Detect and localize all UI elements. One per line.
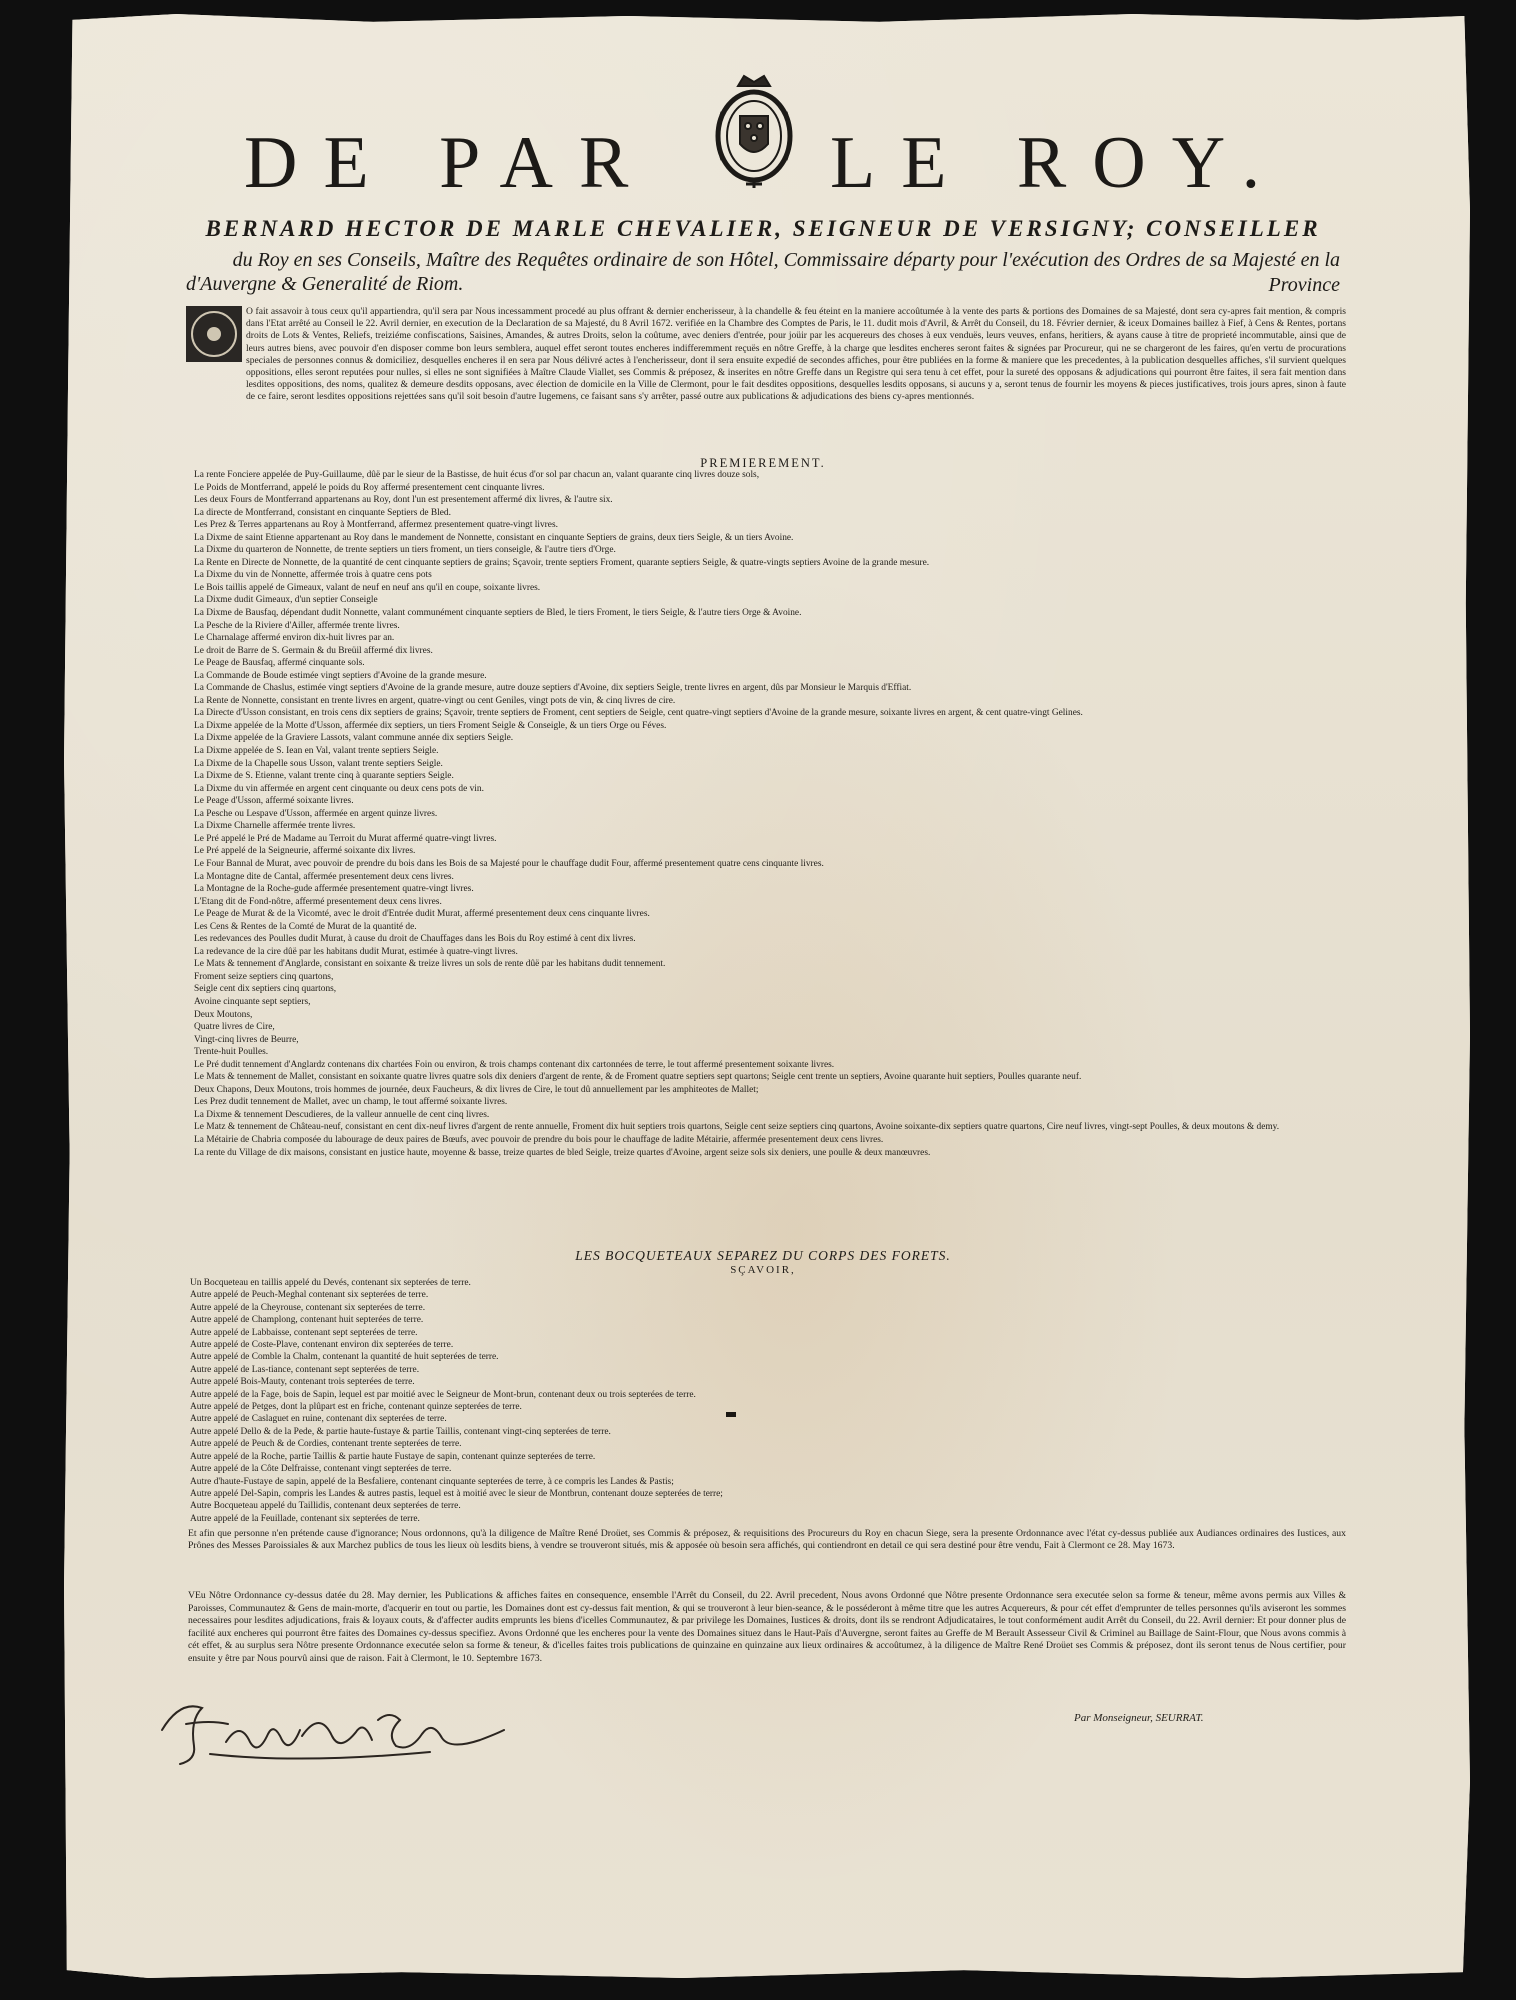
section-premierement-heading: PREMIEREMENT.: [700, 456, 826, 470]
list-item: Le Charnalage affermé environ dix-huit livres par an.: [194, 633, 395, 644]
list-item: La Dixme dudit Gimeaux, d'un septier Conseigle: [194, 595, 378, 606]
list-item: Le Peage de Bausfaq, affermé cinquante sols.: [194, 658, 365, 669]
list-item: Le Mats & tennement de Mallet, consistant en soixante quatre livres quatre sols dix deniers d'argent de rente, & de Froment quatre septiers sept quartons; Seigle cent trente un septiers, Avoine quarante huit septiers, Poulles quarante neuf.: [194, 1072, 1082, 1083]
preamble-paragraph: O fait assavoir à tous ceux qu'il appartiendra, qu'il sera par Nous incessamment procedé au plus offrant & dernier encherisseur, à la chandelle & feu éteint en la maniere accoûtumée à la vente des parts & portions des Domaines de sa Majesté, dont sera cy-apres fait mention, & compris dans l'Etat arrêté au Conseil le 22. Avril dernier, en execution de la Declaration de sa Majesté, du 8 Avril 1672. verifiée en la Chambre des Comptes de Paris, le 11. dudit mois d'Avril, & Arrêt du Conseil, du 18. Février dernier, & iceux Domaines baillez à Fief, à Cens & Rentes, portans droits de Lots & Ventes, Reliefs, treiziéme confiscations, Saisines, Amandes, & autres Droits, selon la coûtume, avec deniers d'entrée, pour joüir par les acquereurs des choses à eux venduës, leurs veuves, enfans, heritiers, & ayans cause à titre de proprieté incommutable, ainsi que de leurs autres biens, avec pouvoir d'en disposer comme bon leurs semblera, auquel effet seront toutes encheres indifferemment reçuës en nôtre Greffe, à la charge que lesdites encheres seront faites & signées par Procureur, qui ne se chargeront de les faires, qu'en vertu de procurations speciales de personnes connus & domiciliez, desquelles encheres il en sera par Nous délivré actes à l'encherisseur, dont il sera ensuite expedié de secondes affiches, pour être publiées en la forme & maniere que les precedentes, à la publication desquelles affiches, s'il survient quelques oppositions, elles seront reputées pour nulles, si elles ne sont signifiées à Maître Claude Viallet, ses Commis & préposez, & inserites en nôtre Greffe dans un Registre qui sera tenu à cet effet, pour la sureté des opposans & adjudications qui pourront être faites, il sera fait mention dans lesdites oppositions, des noms, qualitez & demeure desdits opposans, avec élection de domicile en la Ville de Clermont, pour le fait desdites oppositions, desquelles lesdits opposans, si aucuns y a, seront tenus de fournir les moyens & pieces justificatives, trois jours apres, sinon à faute de ce faire, seront lesdites oppositions rejettées sans qu'il soit besoin d'autre Iugemens, ce faisant sans s'y arrêter, passé outre aux publications & adjudications des biens cy-apres mentionnés.: [246, 306, 1346, 403]
list-item: Le Bois taillis appelé de Gimeaux, valant de neuf en neuf ans qu'il en coupe, soixante livres.: [194, 582, 541, 593]
list-item: Deux Chapons, Deux Moutons, trois hommes de journée, deux Faucheurs, & dix livres de Cire, le tout dû annuellement par les amphiteotes de Mallet;: [194, 1084, 759, 1095]
list-item: Autre appelé de Labbaisse, contenant sept septerées de terre.: [190, 1327, 418, 1338]
list-item: Autre appelé Del-Sapin, compris les Landes & autres pastis, lequel est à moitié avec le sieur de Montbrun, contenant douze septerées de terre;: [190, 1488, 723, 1499]
list-item: Le Poids de Montferrand, appelé le poids du Roy affermé presentement cent cinquante livres.: [194, 482, 545, 493]
list-item: La Dixme du vin de Nonnette, affermée trois à quatre cens pots: [194, 570, 432, 581]
countersignature: Par Monseigneur, SEURRAT.: [1074, 1712, 1204, 1724]
list-item: Les deux Fours de Montferrand appartenans au Roy, dont l'un est presentement affermé dix livres, & l'autre six.: [194, 495, 613, 506]
list-item: Autre appelé de Comble la Chalm, contenant la quantité de huit septerées de terre.: [190, 1352, 499, 1363]
list-item: La Dixme de Bausfaq, dépendant dudit Nonnette, valant communément cinquante septiers de Bled, le tiers Froment, le tiers Seigle, & l'autre tiers Orge & Avoine.: [194, 608, 802, 619]
list-item: Autre appelé de la Feuillade, contenant six septerées de terre.: [190, 1513, 420, 1524]
list-item: Un Bocqueteau en taillis appelé du Devés, contenant six septerées de terre.: [190, 1278, 471, 1288]
list-item: La Dixme de la Chapelle sous Usson, valant trente septiers Seigle.: [194, 758, 443, 769]
list-item: Autre appelé de Petges, dont la plûpart est en friche, contenant quinze septerées de terre.: [190, 1402, 522, 1413]
title-de-par: DE PAR: [244, 122, 655, 204]
list-item: Le Mats & tennement d'Anglarde, consistant en soixante & treize livres un sols de rente dûë par les habitans dudit tennement.: [194, 959, 666, 970]
list-item: Autre appelé de Peuch-Meghal contenant six septerées de terre.: [190, 1290, 429, 1301]
ordinance-paragraph: Et afin que personne n'en prétende cause d'ignorance; Nous ordonnons, qu'à la diligence de Maître René Droüet, ses Commis & préposez, & requisitions des Procureurs du Roy en chacun Siege, sera la presente Ordonnance avec l'état cy-dessus publiée aux Audiances ordinaires des Iustices, aux Prônes des Messes Paroissiales & aux Marchez publics de tous les lieux où lesdits biens, à vendre se trouveront situés, mis & apposée où besoin sera affichés, qui contiendront en detail ce qui sera destiné pour être vendu, Fait à Clermont ce 28. May 1673.: [188, 1528, 1346, 1552]
list-item: L'Etang dit de Fond-nôtre, affermé presentement deux cens livres.: [194, 896, 442, 907]
list-item: La Montagne de la Roche-gude affermée presentement quatre-vingt livres.: [194, 884, 474, 895]
list-item: Le Pré appelé de la Seigneurie, affermé soixante dix livres.: [194, 846, 416, 857]
list-item: La Directe d'Usson consistant, en trois cens dix septiers de grains; Sçavoir, trente septiers de Froment, cent septiers de Seigle, cent quatre-vingt septiers d'Avoine de la grande mesure, soixante livres en argent, & cent quatre-vingt Gelines.: [194, 708, 1083, 719]
list-item: La Commande de Boude estimée vingt septiers d'Avoine de la grande mesure.: [194, 670, 487, 681]
list-item: La Dixme de S. Etienne, valant trente cinq à quarante septiers Seigle.: [194, 771, 454, 782]
handwritten-signature: [150, 1690, 510, 1770]
list-item: Quatre livres de Cire,: [194, 1022, 275, 1033]
list-item: La rente Fonciere appelée de Puy-Guillaume, dûë par le sieur de la Bastisse, de huit écus d'or sol par chacun an, valant quarante cinq livres douze sols,: [194, 470, 760, 480]
list-item: La Pesche ou Lespave d'Usson, affermée en argent quinze livres.: [194, 808, 438, 819]
list-item: Le Matz & tennement de Château-neuf, consistant en cent dix-neuf livres d'argent de rente annuelle, Froment dix huit septiers trois quartons, Seigle cent seize septiers cinq quartons, Avoine soixante-dix septiers quatre quartons, Cire neuf livres, vingt-sept Poulles, & deux moutons & demy.: [194, 1122, 1280, 1133]
list-item: La Dixme appelée de la Graviere Lassots, valant commune année dix septiers Seigle.: [194, 733, 514, 744]
list-item: Le Pré appelé le Pré de Madame au Terroit du Murat affermé quatre-vingt livres.: [194, 833, 497, 844]
ornamental-dropcap-icon: [186, 306, 242, 362]
list-item: Les Cens & Rentes de la Comté de Murat de la quantité de.: [194, 921, 417, 932]
list-item: La Montagne dite de Cantal, affermée presentement deux cens livres.: [194, 871, 454, 882]
section-bocqueteaux-heading: LES BOCQUETEAUX SEPAREZ DU CORPS DES FORETS.: [575, 1248, 951, 1263]
list-item: La Dixme & tennement Descudieres, de la valleur annuelle de cent cinq livres.: [194, 1109, 490, 1120]
list-item: Froment seize septiers cinq quartons,: [194, 971, 334, 982]
list-item: La Dixme de saint Etienne appartenant au Roy dans le mandement de Nonnette, consistant en cinquante Septiers de grains, deux tiers Seigle, & un tiers Avoine.: [194, 532, 794, 543]
list-item: Autre appelé Bois-Mauty, contenant trois septerées de terre.: [190, 1377, 415, 1388]
ink-blot: [726, 1412, 736, 1417]
title-le-roy: LE ROY.: [830, 122, 1287, 204]
list-item: Autre appelé de la Côte Delfraisse, contenant vingt septerées de terre.: [190, 1464, 452, 1475]
second-ordinance-paragraph: VEu Nôtre Ordonnance cy-dessus datée du 28. May dernier, les Publications & affiches faites en consequence, ensemble l'Arrêt du Conseil, du 22. Avril precedent, Nous avons Ordonné que Nôtre presente Ordonnance sera executée selon sa forme & teneur, même avons permis aux Villes & Paroisses, Communautez & Gens de main-morte, d'acquerir en tout ou partie, les Domaines dont est cy-dessus fait mention, & qui se trouveront à leur bien-seance, & le posséderont à même titre que les autres Acquereurs, & pour cét effet d'emprunter de telles personnes qu'ils aviseront les sommes necessaires pour lesdites adjudications, frais & loyaux couts, & d'affecter audits emprunts les biens d'icelles Communautez, & par privilege les Domaines, Iustices & droits, dont ils se rendront Adjudicataires, le tout conformément audit Arrêt du Conseil, du 22. Avril dernier: Et pour donner plus de facilité aux encheres qui pourront être faites des Domaines cy-dessus specifiez. Avons Ordonné que les encheres pour la vente des Domaines situez dans le Haut-Païs d'Auvergne, seront faites au Greffe de M Berault Assesseur Civil & Criminel au Baillage de Saint-Flour, que Nous avons commis à cét effet, & au surplus sera Nôtre presente Ordonnance executée selon sa forme & teneur, & d'icelles faites trois publications de quinzaine en quinzaine aux lieux ordinaires & accoûtumez, à la diligence de Maître René Droüet ses Commis & préposez, dont ils seront tenus de Nous certifier, pour ensuite y être par Nous pourvû ainsi que de raison. Fait à Clermont, le 10. Septembre 1673.: [188, 1590, 1346, 1664]
list-item: La Dixme du vin affermée en argent cent cinquante ou deux cens pots de vin.: [194, 783, 484, 794]
list-item: Avoine cinquante sept septiers,: [194, 996, 311, 1007]
list-item: Autre appelé de la Fage, bois de Sapin, lequel est par moitié avec le Seigneur de Mont-brun, contenant deux ou trois septerées de terre.: [190, 1389, 696, 1400]
list-item: La redevance de la cire dûë par les habitans dudit Murat, estimée à quatre-vingt livres.: [194, 946, 518, 957]
bocqueteaux-list: [190, 1277, 1090, 1525]
list-item: La Dixme appelée de la Motte d'Usson, affermée dix septiers, un tiers Froment Seigle & Conseigle, & un tiers Orge ou Féves.: [194, 720, 667, 731]
list-item: La Dixme appelée de S. Iean en Val, valant trente septiers Seigle.: [194, 746, 439, 757]
list-item: La Rente de Nonnette, consistant en trente livres en argent, quatre-vingt ou cent Geniles, vingt pots de vin, & cinq livres de cire.: [194, 695, 676, 706]
list-item: Autre appelé de Champlong, contenant huit septerées de terre.: [190, 1315, 424, 1326]
royal-coat-of-arms-icon: [708, 72, 800, 190]
list-item: Autre appelé de Caslaguet en ruine, contenant dix septerées de terre.: [190, 1414, 447, 1425]
list-item: Les redevances des Poulles dudit Murat, à cause du droit de Chauffages dans les Bois du Roy estimé à cent dix livres.: [194, 934, 636, 945]
list-item: La rente du Village de dix maisons, consistant en justice haute, moyenne & basse, treize quartes de bled Seigle, treize quartes d'Avoine, argent seize sols six deniers, une poulle & deux manœuvres.: [194, 1147, 931, 1158]
list-item: La Pesche de la Riviere d'Ailler, affermée trente livres.: [194, 620, 400, 631]
list-item: Le Pré dudit tennement d'Anglardz contenans dix chartées Foin ou environ, & trois champs contenant dix cartonnées de terre, le tout affermé presentement soixante livres.: [194, 1059, 835, 1070]
list-item: La Commande de Chaslus, estimée vingt septiers d'Avoine de la grande mesure, autre douze septiers d'Avoine, dix septiers Seigle, trente livres en argent, dûs par Monsieur le Marquis d'Effiat.: [194, 683, 912, 694]
list-item: Le Four Bannal de Murat, avec pouvoir de prendre du bois dans les Bois de sa Majesté pour le chauffage dudit Four, affermé presentement quatre cens cinquante livres.: [194, 858, 824, 869]
header-line-3: d'Auvergne & Generalité de Riom.: [186, 273, 464, 295]
list-item: Autre appelé de Peuch & de Cordies, contenant trente septerées de terre.: [190, 1439, 462, 1450]
list-item: La directe de Montferrand, consistant en cinquante Septiers de Bled.: [194, 507, 451, 518]
section-scavoir-subheading: SÇAVOIR,: [730, 1264, 796, 1276]
list-item: Trente-huit Poulles.: [194, 1047, 269, 1058]
domain-items-list: [194, 469, 1344, 1159]
list-item: Le droit de Barre de S. Germain & du Breüil affermé dix livres.: [194, 645, 433, 656]
list-item: Le Peage d'Usson, affermé soixante livres.: [194, 796, 354, 807]
list-item: Deux Moutons,: [194, 1009, 253, 1020]
list-item: Autre appelé de Las-tiance, contenant sept septerées de terre.: [190, 1364, 420, 1375]
list-item: Autre appelé de Coste-Plave, contenant environ dix septerées de terre.: [190, 1340, 454, 1351]
list-item: Le Peage de Murat & de la Vicomté, avec le droit d'Entrée dudit Murat, affermé presentement deux cens cinquante livres.: [194, 909, 650, 920]
list-item: Autre appelé de la Roche, partie Taillis & partie haute Fustaye de sapin, contenant quinze septerées de terre.: [190, 1451, 596, 1462]
list-item: La Rente en Directe de Nonnette, de la quantité de cent cinquante septiers de grains; Sçavoir, trente septiers Froment, quarante septiers Seigle, & quatre-vingts septiers Avoine de la grande mesure.: [194, 557, 930, 568]
header-line-1: BERNARD HECTOR DE MARLE CHEVALIER, SEIGNEUR DE VERSIGNY; CONSEILLER: [205, 216, 1321, 241]
list-item: La Dixme Charnelle affermée trente livres.: [194, 821, 356, 832]
list-item: Les Prez & Terres appartenans au Roy à Montferrand, affermez presentement quatre-vingt livres.: [194, 520, 558, 531]
list-item: Autre appelé Dello & de la Pede, & partie haute-fustaye & partie Taillis, contenant vingt-cinq septerées de terre.: [190, 1426, 611, 1437]
list-item: Autre appelé de la Cheyrouse, contenant six septerées de terre.: [190, 1302, 426, 1313]
list-item: Les Prez dudit tennement de Mallet, avec un champ, le tout affermé soixante livres.: [194, 1097, 508, 1108]
list-item: Seigle cent dix septiers cinq quartons,: [194, 984, 337, 995]
list-item: Vingt-cinq livres de Beurre,: [194, 1034, 299, 1045]
header-line-2: du Roy en ses Conseils, Maître des Requêtes ordinaire de son Hôtel, Commissaire départy pour l'exécution des Ordres de sa Majesté en la Province: [232, 249, 1340, 296]
list-item: Autre d'haute-Fustaye de sapin, appelé de la Besfaliere, contenant cinquante septerées de terre, à ce compris les Landes & Pastis;: [190, 1476, 674, 1487]
list-item: La Dixme du quarteron de Nonnette, de trente septiers un tiers froment, un tiers conseigle, & l'autre tiers d'Orge.: [194, 545, 616, 556]
list-item: Autre Bocqueteau appelé du Taillidis, contenant deux septerées de terre.: [190, 1501, 461, 1512]
list-item: La Métairie de Chabria composée du labourage de deux paires de Bœufs, avec pouvoir de prendre du bois pour le chauffage de ladite Métairie, affermée presentement deux cens livres.: [194, 1134, 884, 1145]
